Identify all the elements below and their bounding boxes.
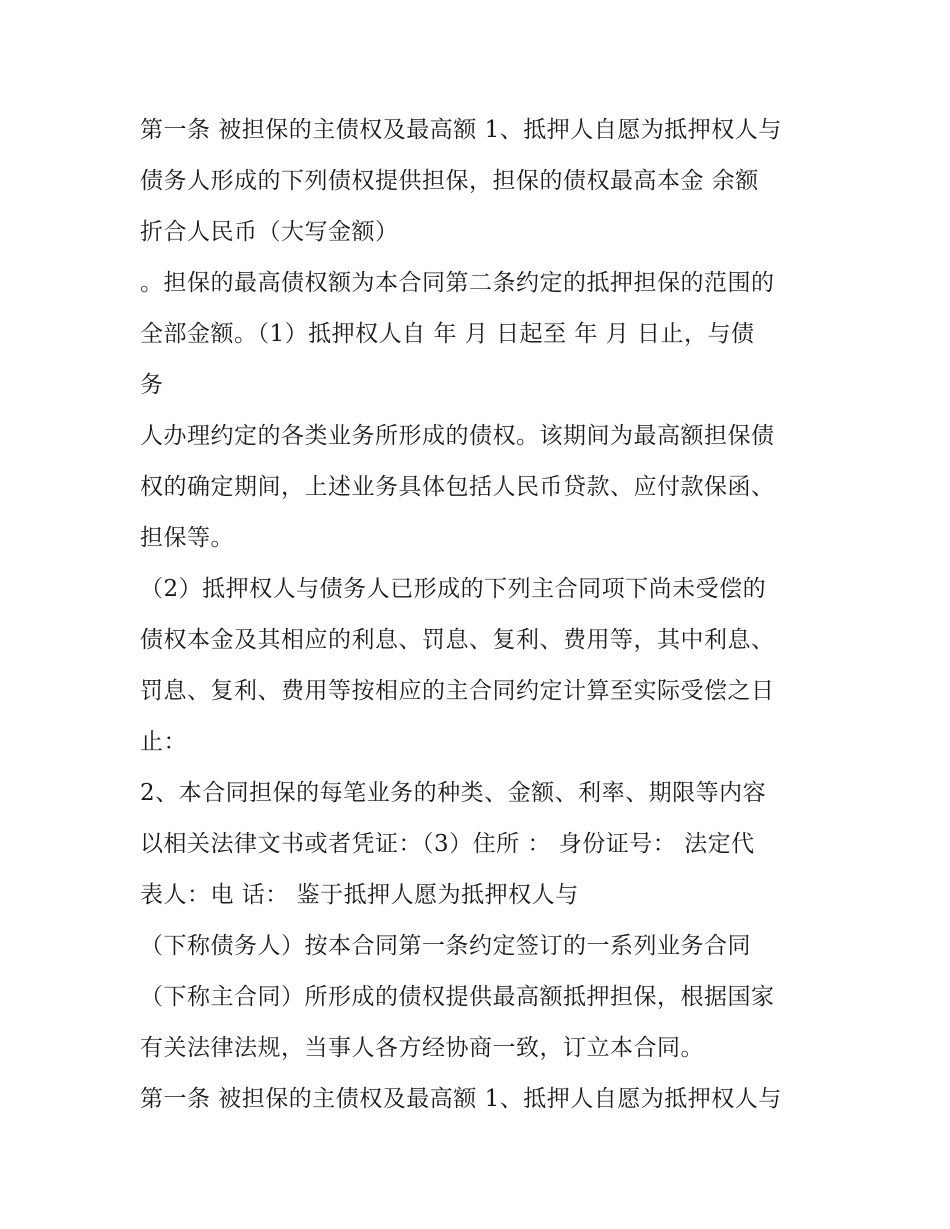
text-line: 权的确定期间，上述业务具体包括人民币贷款、应付款保函、 [140, 474, 775, 500]
text-line: 债权本金及其相应的利息、罚息、复利、费用等，其中利息、 [140, 627, 775, 653]
text-line: 以相关法律文书或者凭证：（3）住所 ： 身份证号： 法定代 [140, 831, 755, 857]
text-line: 折合人民币（大写金额） [140, 219, 399, 245]
text-line: 担保等。 [140, 525, 234, 551]
text-line: 债务人形成的下列债权提供担保，担保的债权最高本金 余额 [140, 168, 759, 194]
text-line: 全部金额。（1）抵押权人自 年 月 日起至 年 月 日止，与债 [140, 321, 755, 347]
text-line: 务 [140, 372, 164, 398]
text-line: （下称主合同）所形成的债权提供最高额抵押担保，根据国家 [140, 984, 775, 1010]
text-line: 第一条 被担保的主债权及最高额 1、抵押人自愿为抵押权人与 [140, 1086, 782, 1112]
text-line: 有关法律法规，当事人各方经协商一致，订立本合同。 [140, 1035, 704, 1061]
text-line: 止： [140, 729, 187, 755]
contract-text-body [140, 110, 820, 1130]
text-line: （下称债务人）按本合同第一条约定签订的一系列业务合同 [140, 933, 751, 959]
text-line: 第一条 被担保的主债权及最高额 1、抵押人自愿为抵押权人与 [140, 117, 782, 143]
text-line: 2、本合同担保的每笔业务的种类、金额、利率、期限等内容 [140, 780, 767, 806]
text-line: 人办理约定的各类业务所形成的债权。该期间为最高额担保债 [140, 423, 775, 449]
text-line: 表人：电 话： 鉴于抵押人愿为抵押权人与 [140, 882, 579, 908]
text-line: 罚息、复利、费用等按相应的主合同约定计算至实际受偿之日 [140, 678, 775, 704]
text-line: （2）抵押权人与债务人已形成的下列主合同项下尚未受偿的 [140, 576, 767, 602]
text-line: 。担保的最高债权额为本合同第二条约定的抵押担保的范围的 [140, 270, 775, 296]
